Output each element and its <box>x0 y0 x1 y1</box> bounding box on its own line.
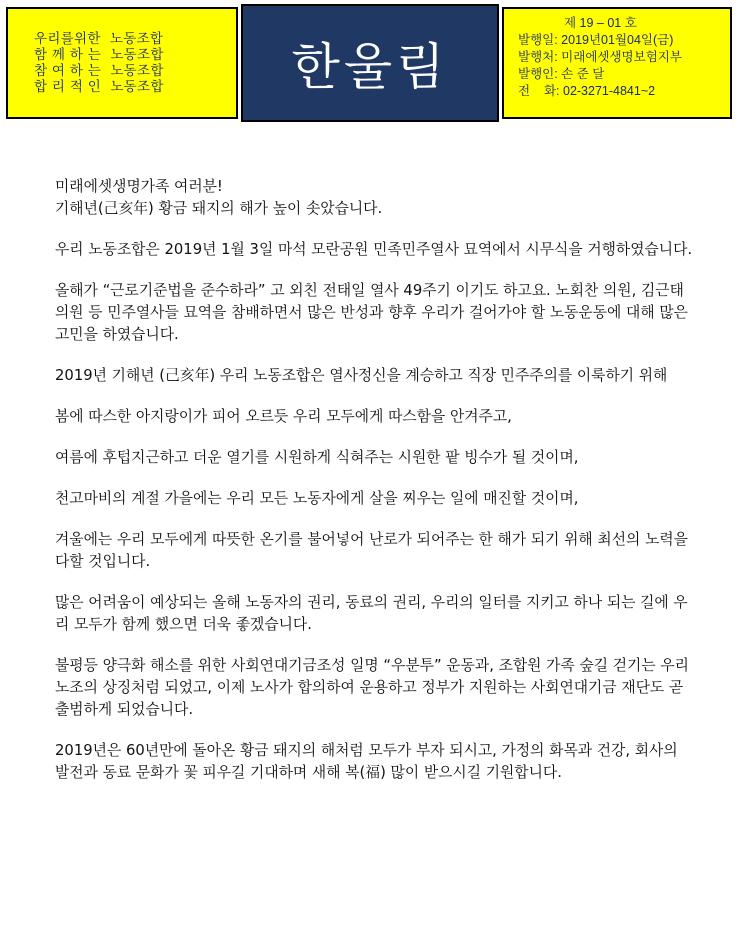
publisher: 발행처: 미래에셋생명보험지부 <box>518 50 682 64</box>
paragraph: 여름에 후텁지근하고 더운 열기를 시원하게 식혀주는 시원한 팥 빙수가 될 것이며, <box>55 449 579 466</box>
slogan-line: 참 여 하 는 노동조합 <box>34 63 164 79</box>
masthead <box>6 4 734 122</box>
paragraph: 많은 어려움이 예상되는 올해 노동자의 권리, 동료의 권리, 우리의 일터를 지키고 하나 되는 길에 우리 모두가 함께 했으면 더욱 좋겠습니다. <box>55 594 688 633</box>
slogan-line: 우리를위한 노동조합 <box>34 31 164 47</box>
phone-number: 전 화: 02-3271-4841~2 <box>518 84 656 98</box>
paragraph: 2019년은 60년만에 돌아온 황금 돼지의 해처럼 모두가 부자 되시고, 가정의 화목과 건강, 회사의 발전과 동료 문화가 꽃 피우길 기대하며 새해 복(福) 많이 받으시길 기원합니다. <box>55 742 678 781</box>
issue-info-box <box>502 7 732 119</box>
paragraph: 2019년 기해년 (己亥年) 우리 노동조합은 열사정신을 계승하고 직장 민주주의를 이룩하기 위해 <box>55 367 668 384</box>
slogan-line: 합 리 적 인 노동조합 <box>34 79 164 95</box>
issue-number: 제 19 – 01 호 <box>564 16 637 30</box>
paragraph: 미래에셋생명가족 여러분! 기해년(己亥年) 황금 돼지의 해가 높이 솟았습니다. <box>55 178 383 217</box>
paragraph: 겨울에는 우리 모두에게 따뜻한 온기를 불어넣어 난로가 되어주는 한 해가 되기 위해 최선의 노력을 다할 것입니다. <box>55 531 688 570</box>
slogan-line: 함 께 하 는 노동조합 <box>34 47 164 63</box>
paragraph: 우리 노동조합은 2019년 1월 3일 마석 모란공원 민족민주열사 묘역에서 시무식을 거행하였습니다. <box>55 241 693 258</box>
paragraph: 천고마비의 계절 가을에는 우리 모든 노동자에게 살을 찌우는 일에 매진할 것이며, <box>55 490 579 507</box>
letter-body <box>55 176 695 803</box>
paragraph: 불평등 양극화 해소를 위한 사회연대기금조성 일명 “우분투” 운동과, 조합원 가족 숲길 걷기는 우리 노조의 상징처럼 되었고, 이제 노사가 합의하여 운용하고 정부가 지원하는 사회연대기금 재단도 곧 출범하게 되었습니다. <box>55 657 689 718</box>
newsletter-title: 한울림 <box>291 38 449 96</box>
slogan-box <box>6 7 238 119</box>
paragraph: 올해가 “근로기준법을 준수하라” 고 외친 전태일 열사 49주기 이기도 하고요. 노회찬 의원, 김근태 의원 등 민주열사들 묘역을 참배하면서 많은 반성과 향후 우리가 걸어가야 할 노동운동에 대해 많은 고민을 하였습니다. <box>55 282 688 343</box>
issuer: 발행인: 손 준 달 <box>518 67 605 81</box>
published-date: 발행일: 2019년01월04일(금) <box>518 33 674 47</box>
paragraph: 봄에 따스한 아지랑이가 피어 오르듯 우리 모두에게 따스함을 안겨주고, <box>55 408 512 425</box>
title-box <box>241 4 499 122</box>
